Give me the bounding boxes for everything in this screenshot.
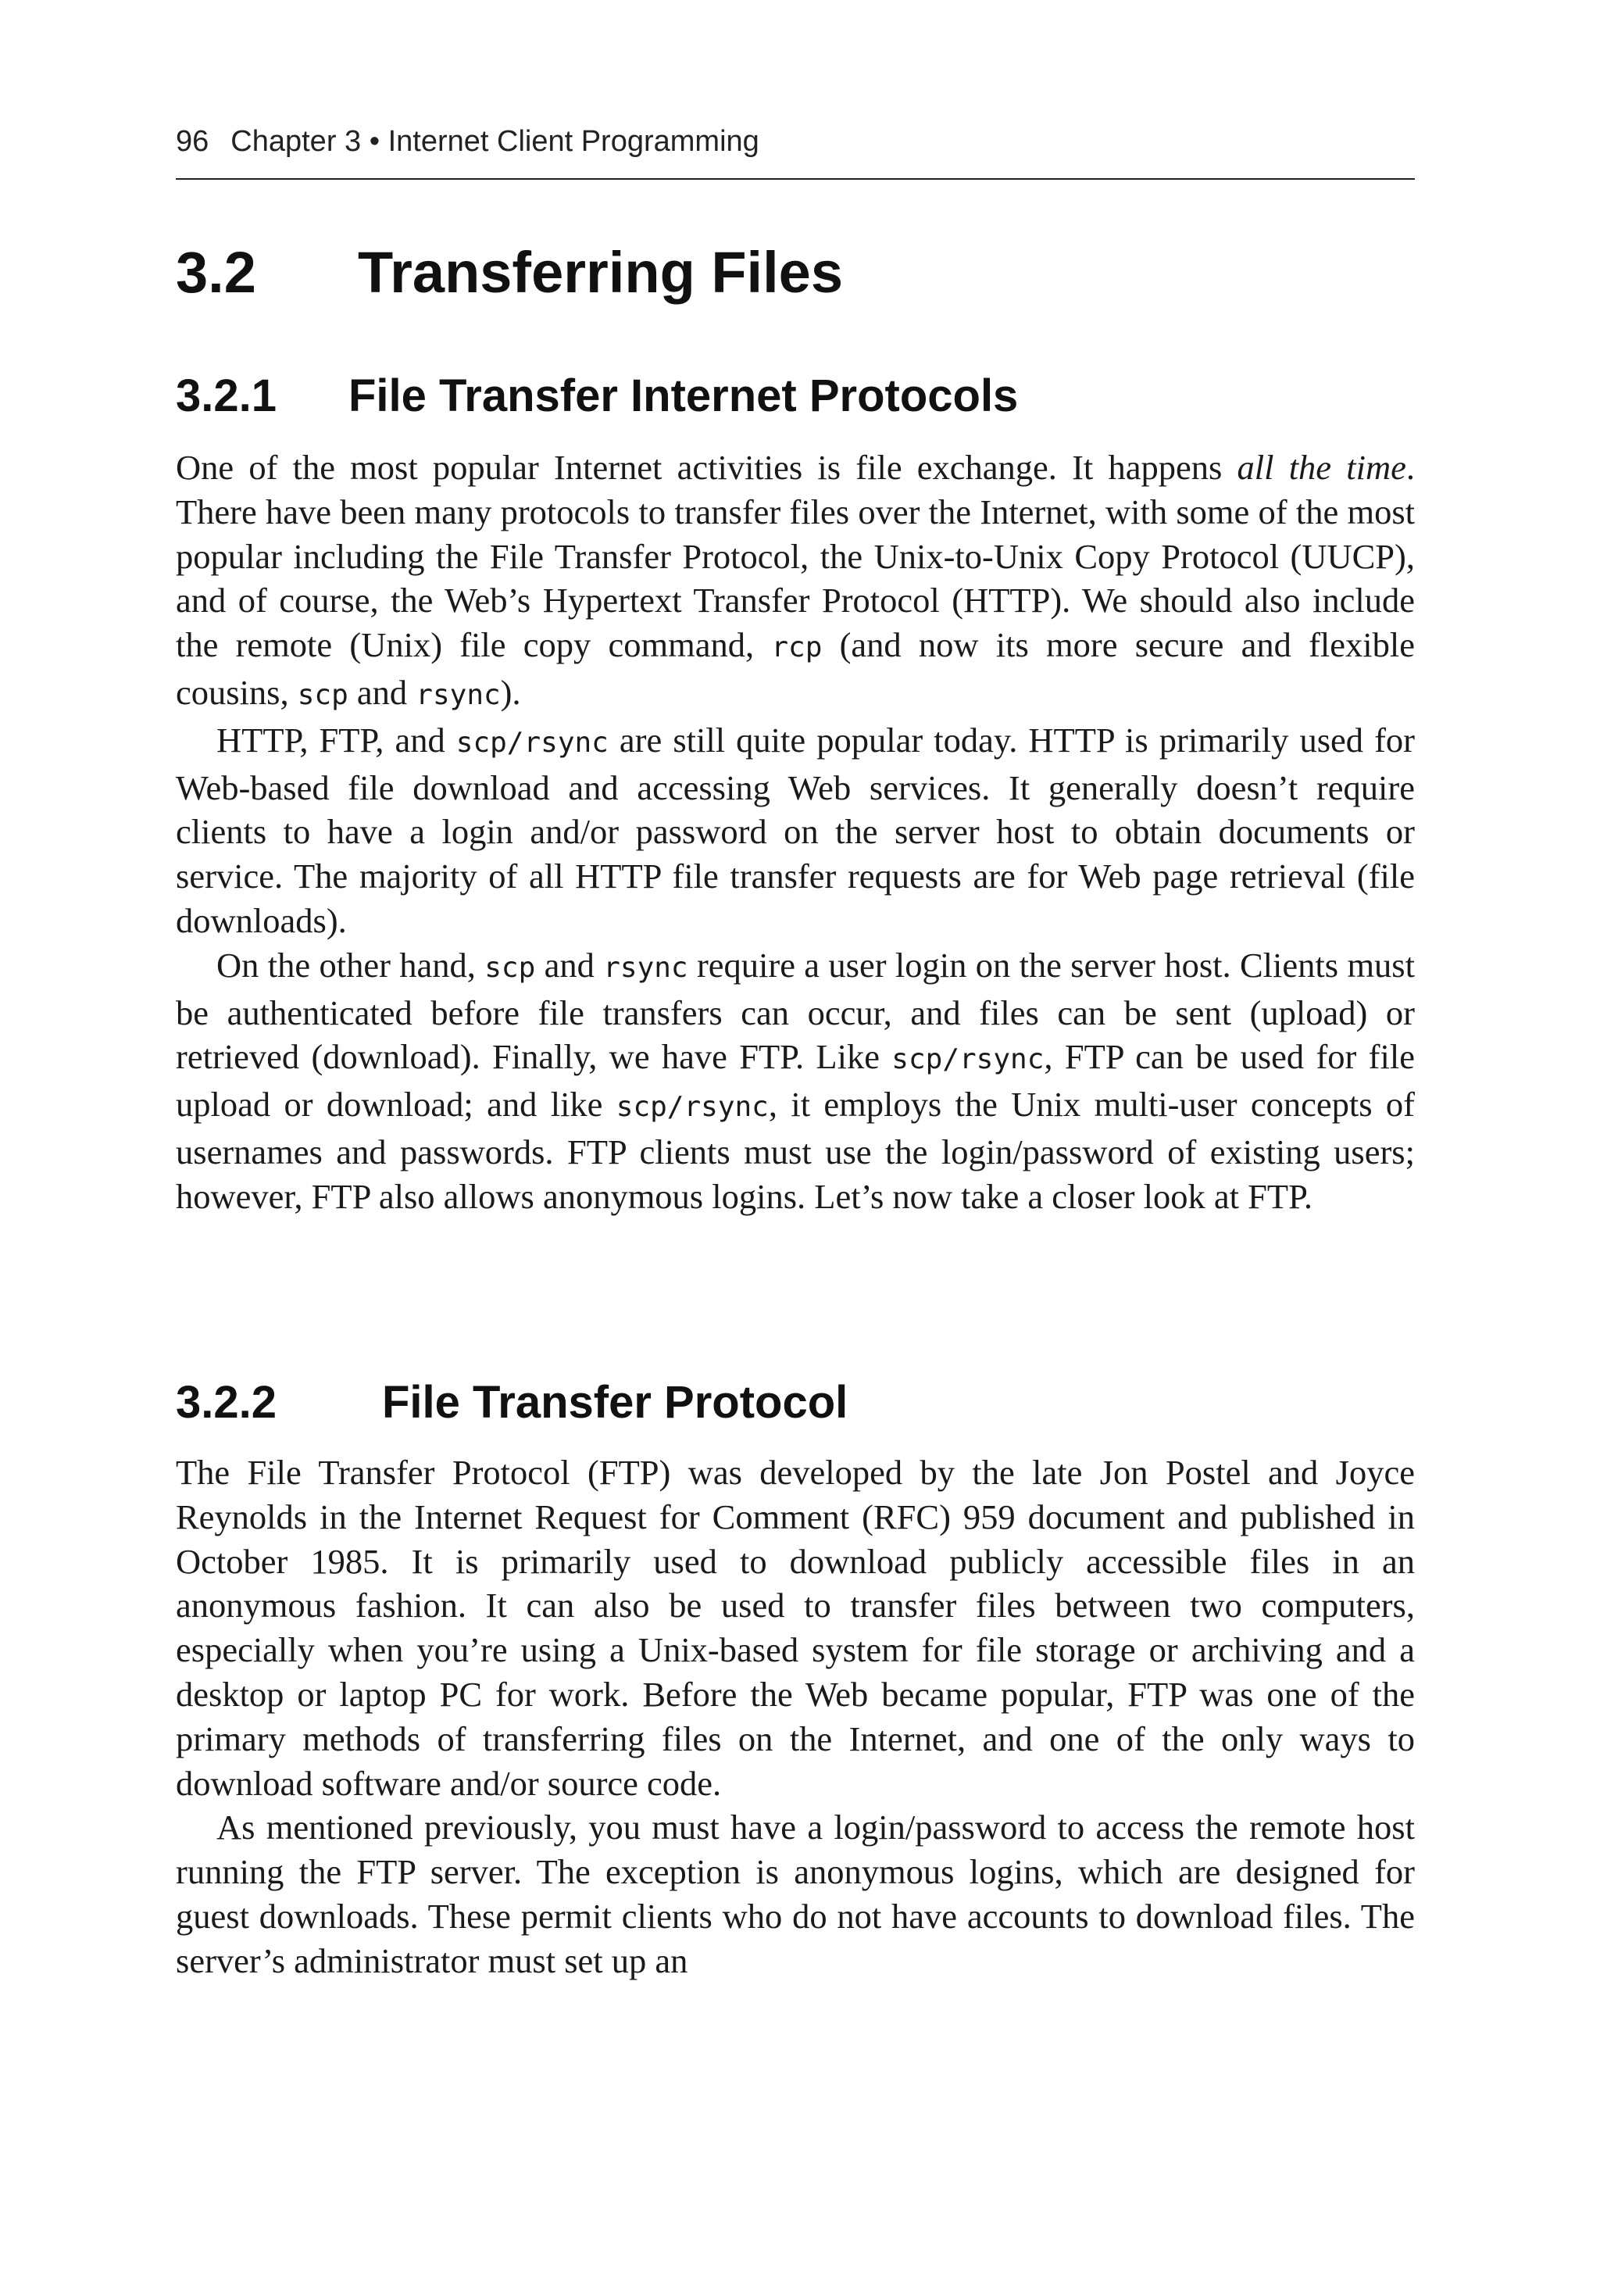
running-head [176,125,1415,159]
section-number: 3.2 [176,240,256,305]
body-text-3-2-1 [176,445,1415,1219]
subsection-number: 3.2.2 [176,1377,277,1428]
subsection-number: 3.2.1 [176,370,277,421]
text-run: require a user login on the server host. Clients must be authenticated before file transfers can occur, and files can be sent (upload) or retrieved (download). Finally, we have FTP. Like [176,945,1415,1077]
text-run: and [535,945,604,985]
text-run: and [348,672,416,712]
code-text: rsync [603,951,688,984]
paragraph [176,718,1415,943]
section-title: Transferring Files [358,240,843,305]
code-text: scp/rsync [455,726,609,759]
text-run: HTTP, FTP, and [216,720,456,760]
code-text: scp/rsync [616,1091,769,1124]
paragraph: The File Transfer Protocol (FTP) was developed by the late Jon Postel and Joyce Reynolds in the Internet Request for Comment (RFC) 959 document and published in October 1985. It is primarily used to download publicly accessible files in an anonymous fashion. It can also be used to transfer files between two computers, especially when you’re using a Unix-based system for file storage or archiving and a desktop or laptop PC for work. Before the Web became popular, FTP was one of the primary methods of transferring files on the Internet, and one of the only ways to download software and/or source code. [176,1453,1415,1803]
header-rule [176,178,1415,180]
emphasis-text: all the time [1237,448,1406,487]
code-text: rcp [771,631,823,664]
page-number: 96 [176,125,209,158]
text-run: , it employs the Unix multi-user concepts of usernames and passwords. FTP clients must use the login/password of existing users; however, FTP also allows anonymous logins. Let’s now take a closer look at FTP. [176,1085,1415,1216]
paragraph [176,445,1415,718]
subsection-heading-3-2-1 [176,370,1019,421]
section-heading [176,240,843,305]
text-run: On the other hand, [216,945,485,985]
text-run: One of the most popular Internet activities is file exchange. It happens [176,448,1238,487]
subsection-title: File Transfer Internet Protocols [348,370,1019,421]
subsection-heading-3-2-2 [176,1377,848,1428]
code-text: rsync [416,678,501,711]
subsection-title: File Transfer Protocol [382,1377,848,1428]
code-text: scp [484,951,536,984]
paragraph: As mentioned previously, you must have a login/password to access the remote host running the FTP server. The exception is anonymous logins, which are designed for guest downloads. These permit clients who do not have accounts to download files. The server’s administrator must set up an [176,1808,1415,1980]
text-run: . There have been many protocols to transfer files over the Internet, with some of the most popular including the File Transfer Protocol, the Unix-to-Unix Copy Protocol (UUCP), and of course, the Web’s Hypertext Transfer Protocol (HTTP). We should also include the remote (Unix) file copy command, [176,448,1415,665]
text-run: are still quite popular today. HTTP is primarily used for Web-based file download and accessing Web services. It generally doesn’t require clients to have a login and/or password on the server host to obtain documents or service. The majority of all HTTP file transfer requests are for Web page retrieval (file downloads). [176,720,1415,940]
code-text: scp/rsync [891,1043,1045,1076]
text-run: (and now its more secure and flexible cousins, [176,625,1415,712]
text-run: , FTP can be used for file upload or download; and like [176,1037,1415,1125]
paragraph [176,943,1415,1219]
body-text-3-2-2 [176,1450,1415,1983]
text-run: ). [500,672,521,712]
chapter-title: Chapter 3 • Internet Client Programming [230,125,759,158]
code-text: scp [297,678,348,711]
